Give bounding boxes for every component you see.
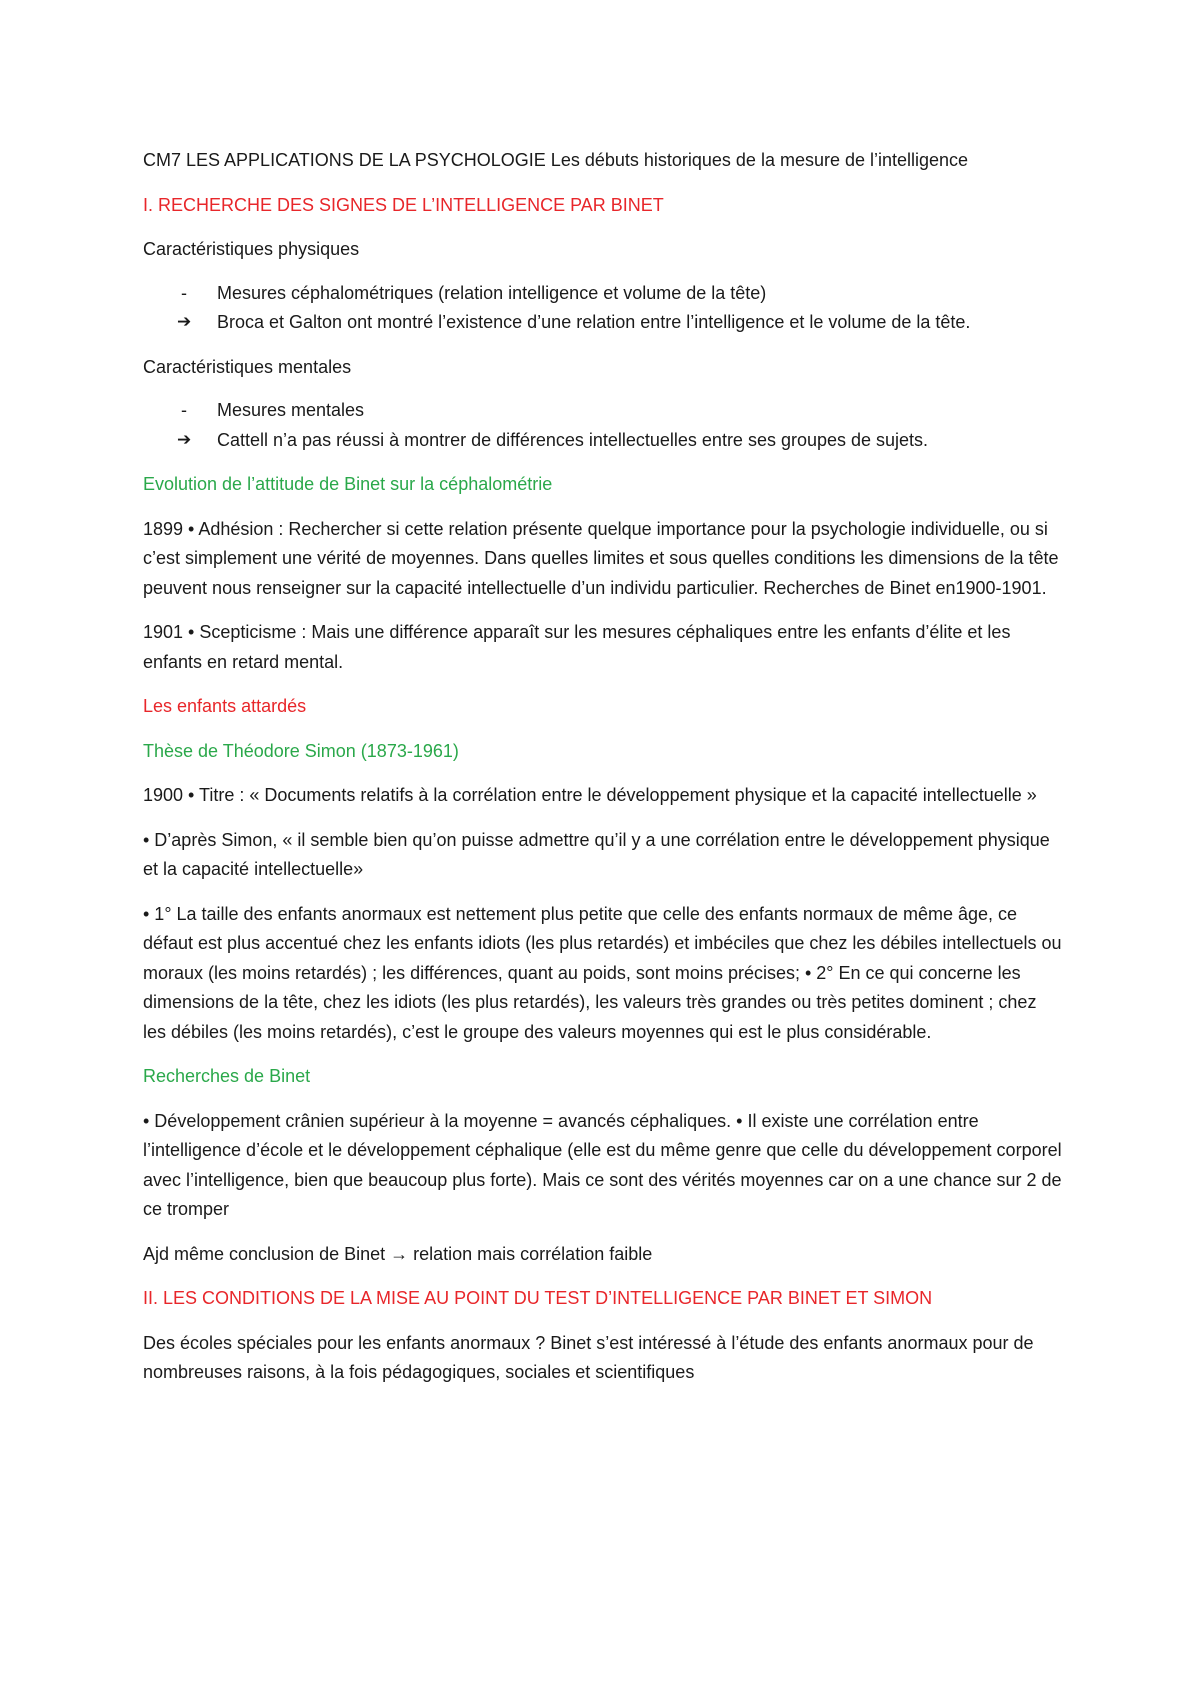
thesis-heading: Thèse de Théodore Simon (1873-1961) [143, 740, 459, 761]
physical-characteristics-label: Caractéristiques physiques [143, 239, 360, 259]
document-page [143, 146, 1063, 1388]
list-item [143, 426, 1063, 456]
list-item-text: Mesures mentales [217, 400, 365, 420]
paragraph-development: • Développement crânien supérieur à la moyenne = avancés céphaliques. • Il existe une corrélation entre l’intelligence d’école et le développement céphalique (elle est du même genre que celle du développement corporel avec l’intelligence, bien que beaucoup plus forte). Mais ce sont des vérités moyennes car on a une chance sur 2 de ce tromper [143, 1110, 1062, 1219]
document-title: CM7 LES APPLICATIONS DE LA PSYCHOLOGIE Les débuts historiques de la mesure de l’intelligence [143, 150, 969, 170]
dash-bullet: - [181, 282, 187, 303]
list-item-text: Cattell n’a pas réussi à montrer de différences intellectuelles entre ses groupes de sujets. [217, 429, 929, 450]
paragraph-schools: Des écoles spéciales pour les enfants anormaux ? Binet s’est intéressé à l’étude des enfants anormaux pour de nombreuses raisons, à la fois pédagogiques, sociales et scientifiques [143, 1332, 1034, 1382]
mental-characteristics-list [143, 396, 1063, 455]
section-2-heading: II. LES CONDITIONS DE LA MISE AU POINT DU TEST D’INTELLIGENCE PAR BINET ET SIMON [143, 1288, 933, 1308]
paragraph-details: • 1° La taille des enfants anormaux est nettement plus petite que celle des enfants normaux de même âge, ce défaut est plus accentué chez les enfants idiots (les plus retardés) et imbéciles que chez les débiles intellectuels ou moraux (les moins retardés) ; les différences, quant au poids, sont moins précises; • 2° En ce qui concerne les dimensions de la tête, chez les idiots (les plus retardés), les valeurs très grandes ou très petites dominent ; chez les débiles (les moins retardés), c’est le groupe des valeurs moyennes qui est le plus considérable. [143, 903, 1062, 1042]
list-item [143, 396, 1063, 426]
children-heading: Les enfants attardés [143, 696, 307, 716]
dash-bullet: - [181, 400, 187, 420]
list-item-text: Broca et Galton ont montré l’existence d’une relation entre l’intelligence et le volume de la tête. [217, 312, 971, 332]
paragraph-1899: 1899 • Adhésion : Rechercher si cette relation présente quelque importance pour la psychologie individuelle, ou si c’est simplement une vérité de moyennes. Dans quelles limites et sous quelles conditions les dimensions de la tête peuvent nous renseigner sur la capacité intellectuelle d’un individu particulier. Recherches de Binet en1900-1901. [143, 518, 1059, 598]
physical-characteristics-list [143, 279, 1063, 338]
evolution-heading: Evolution de l’attitude de Binet sur la céphalométrie [143, 474, 553, 494]
paragraph-today: Ajd même conclusion de Binet → relation mais corrélation faible [143, 1243, 653, 1264]
arrow-right-icon: ➔ [177, 429, 192, 450]
paragraph-1901: 1901 • Scepticisme : Mais une différence apparaît sur les mesures céphaliques entre les enfants d’élite et les enfants en retard mental. [143, 622, 1011, 672]
list-item [143, 279, 1063, 309]
list-item [143, 308, 1063, 338]
arrow-right-icon: ➔ [177, 312, 192, 332]
list-item-text: Mesures céphalométriques (relation intelligence et volume de la tête) [217, 282, 767, 303]
paragraph-simon: • D’après Simon, « il semble bien qu’on puisse admettre qu’il y a une corrélation entre le développement physique et la capacité intellectuelle» [143, 829, 1050, 879]
mental-characteristics-label: Caractéristiques mentales [143, 356, 352, 377]
binet-research-heading: Recherches de Binet [143, 1066, 311, 1086]
paragraph-1900: 1900 • Titre : « Documents relatifs à la corrélation entre le développement physique et la capacité intellectuelle » [143, 785, 1037, 805]
section-1-heading: I. RECHERCHE DES SIGNES DE L’INTELLIGENCE PAR BINET [143, 194, 664, 215]
